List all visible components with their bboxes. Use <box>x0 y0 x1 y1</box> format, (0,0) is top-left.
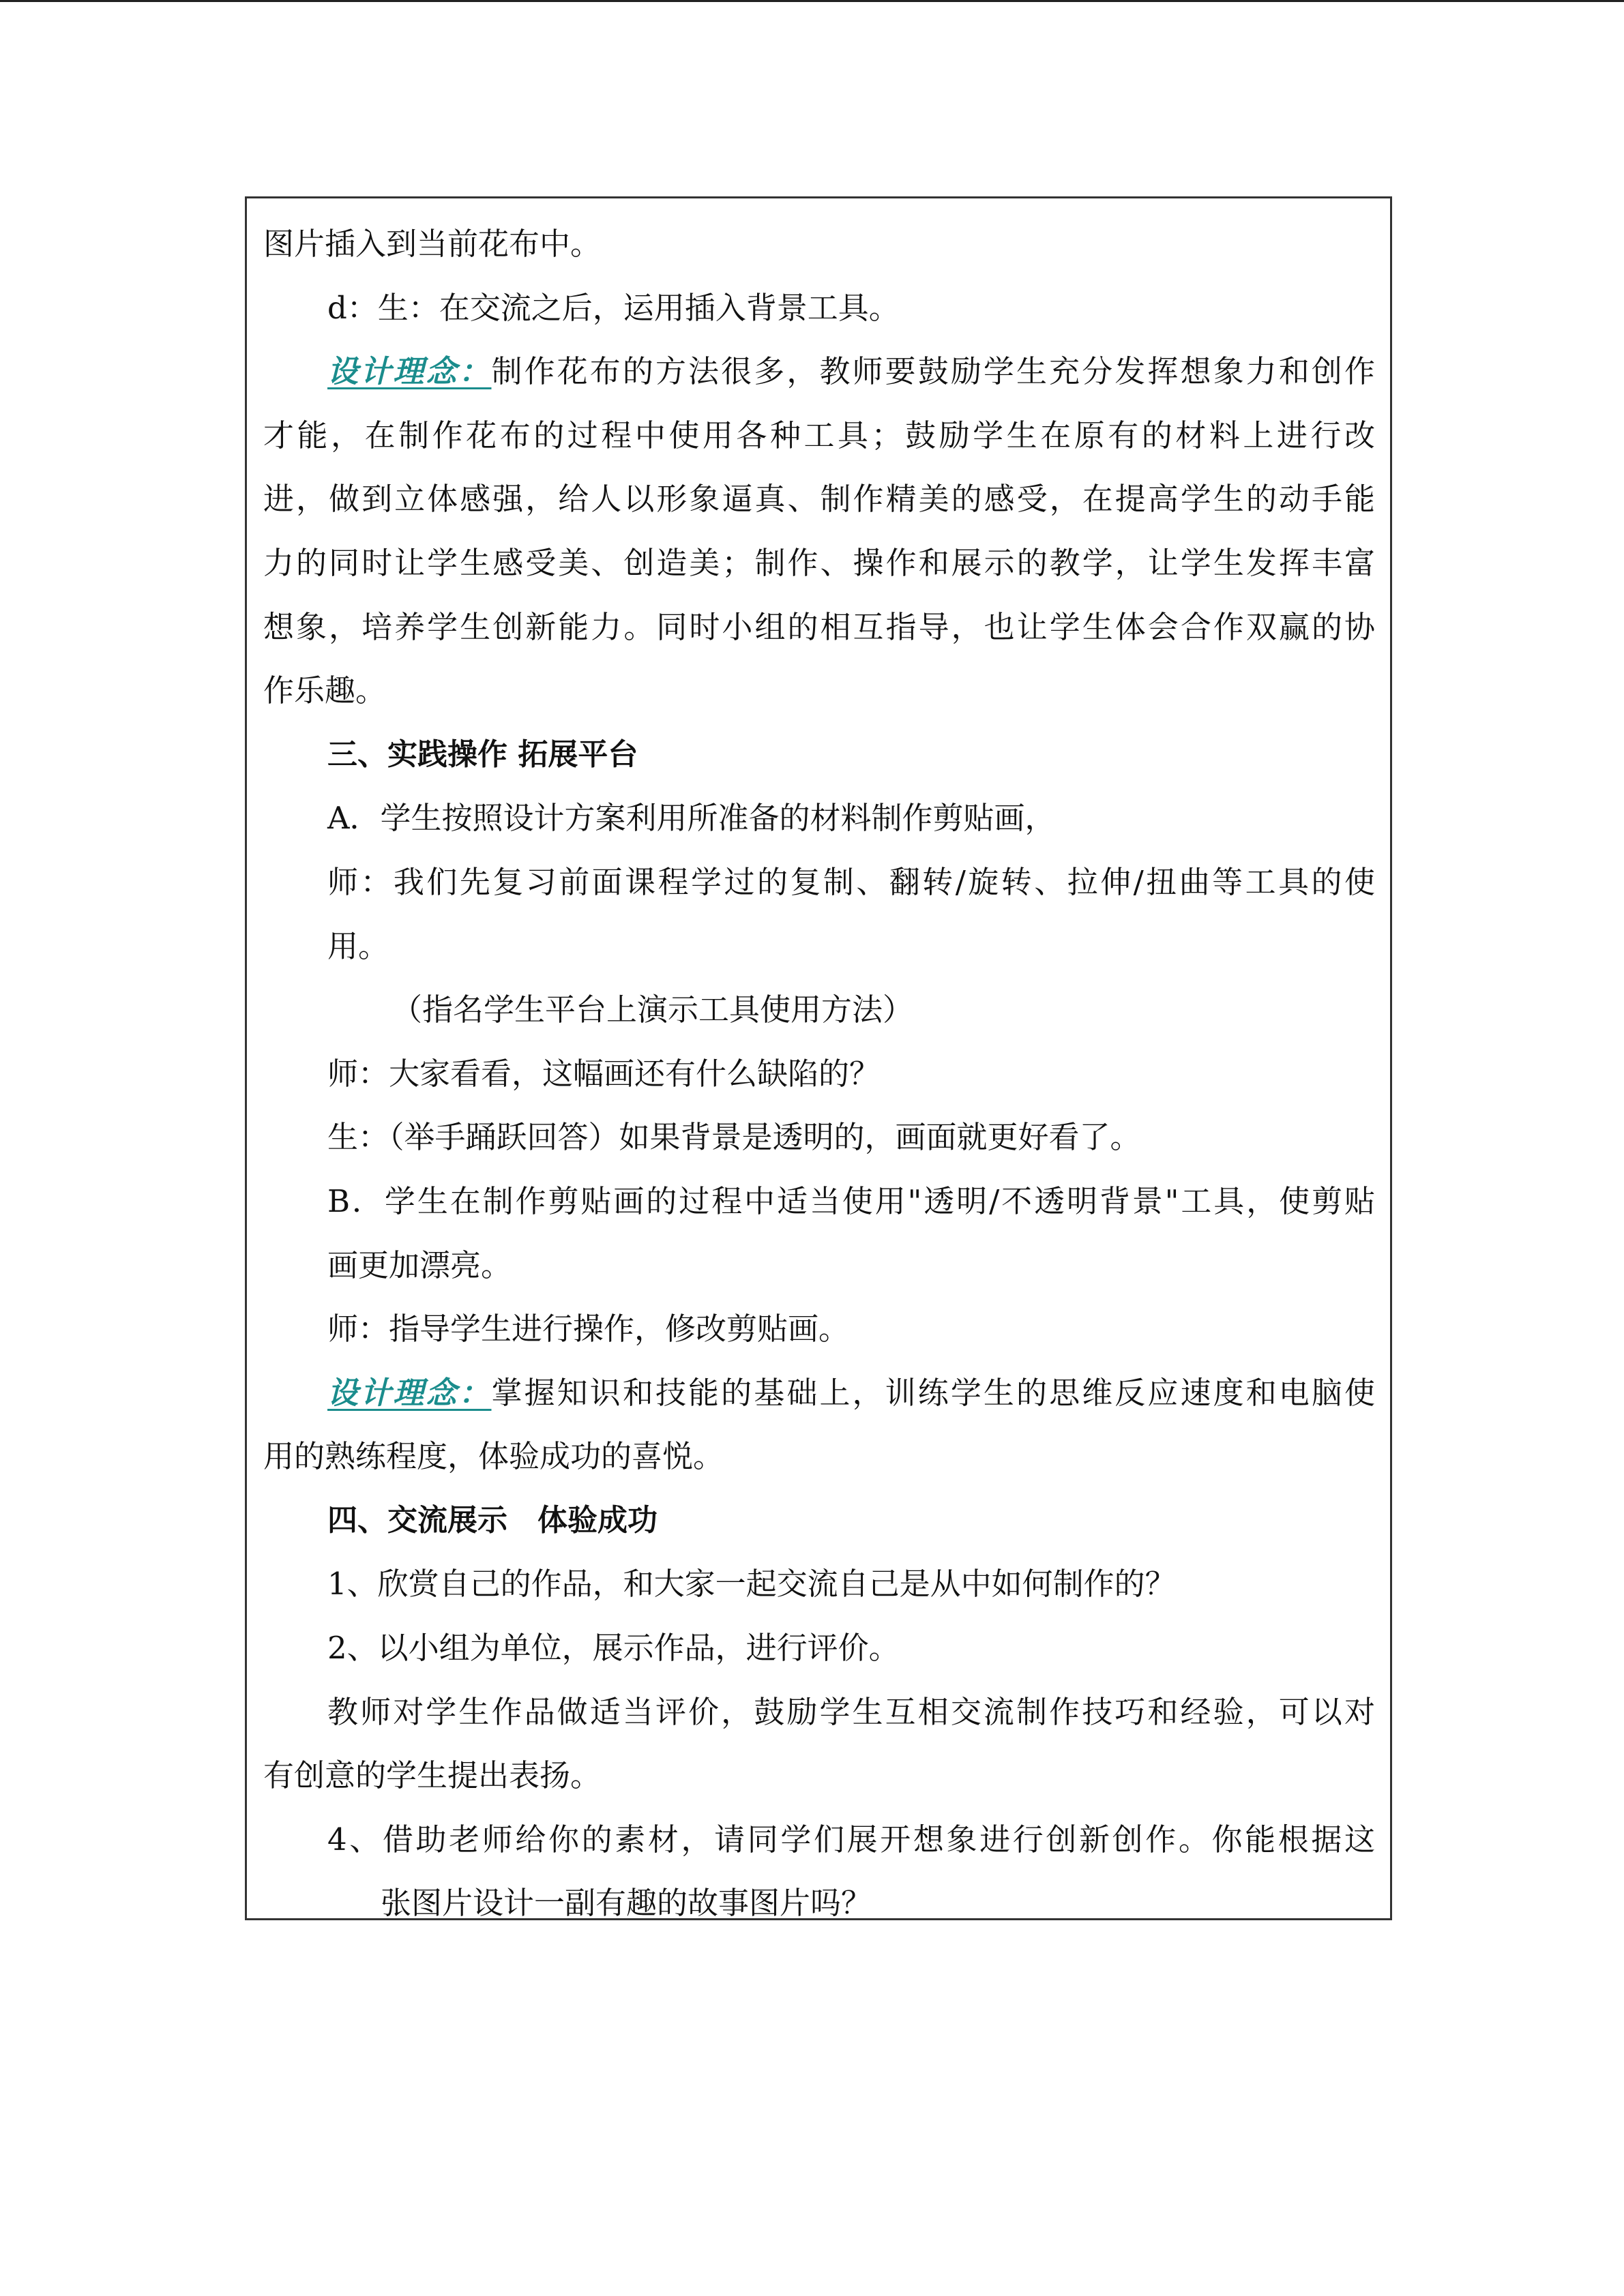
text-line: 力的同时让学生感受美、创造美；制作、操作和展示的教学，让学生发挥丰富 <box>263 544 1375 581</box>
lesson-content <box>263 212 1375 1935</box>
text-line: 师：大家看看，这幅画还有什么缺陷的？ <box>327 1055 881 1092</box>
text-line: 1、欣赏自己的作品，和大家一起交流自己是从中如何制作的？ <box>327 1566 1176 1602</box>
text-line: 图片插入到当前花布中。 <box>263 226 602 262</box>
text-line: 师：我们先复习前面课程学过的复制、翻转/旋转、拉伸/扭曲等工具的使 <box>327 863 1375 900</box>
text-line: （指名学生平台上演示工具使用方法） <box>392 992 914 1028</box>
section-heading: 三、实践操作 拓展平台 <box>327 736 638 772</box>
text-line: 才能，在制作花布的过程中使用各种工具；鼓励学生在原有的材料上进行改 <box>263 417 1375 453</box>
design-concept-label: 设计理念： <box>327 1374 492 1411</box>
text-span: 制作花布的方法很多，教师要鼓励学生充分发挥想象力和创作 <box>491 353 1375 390</box>
text-line: 用。 <box>327 927 389 964</box>
text-line: 进，做到立体感强，给人以形象逼真、制作精美的感受，在提高学生的动手能 <box>263 481 1375 518</box>
text-span: 掌握知识和技能的基础上，训练学生的思维反应速度和电脑使 <box>491 1374 1375 1411</box>
design-concept-paragraph <box>263 340 1375 404</box>
table-cell-frame <box>245 196 1392 1920</box>
text-line: 2、以小组为单位，展示作品，进行评价。 <box>327 1630 900 1667</box>
text-line: 画更加漂亮。 <box>327 1247 512 1283</box>
text-line: 有创意的学生提出表扬。 <box>263 1757 602 1794</box>
text-line: 张图片设计一副有趣的故事图片吗？ <box>381 1885 872 1922</box>
text-line: 想象，培养学生创新能力。同时小组的相互指导，也让学生体会合作双赢的协 <box>263 608 1375 645</box>
section-heading: 四、交流展示 体验成功 <box>327 1502 658 1538</box>
text-line: A．学生按照设计方案利用所准备的材料制作剪贴画， <box>327 800 1056 837</box>
text-line: 作乐趣。 <box>263 672 387 709</box>
text-line: 4、借助老师给你的素材，请同学们展开想象进行创新创作。你能根据这 <box>327 1821 1375 1858</box>
page-top-rule <box>0 0 1624 2</box>
design-concept-label: 设计理念： <box>327 353 492 390</box>
design-concept-paragraph <box>263 1361 1375 1425</box>
text-line: 师：指导学生进行操作，修改剪贴画。 <box>327 1311 850 1347</box>
text-line: d：生：在交流之后，运用插入背景工具。 <box>327 289 900 326</box>
text-line: B．学生在制作剪贴画的过程中适当使用"透明/不透明背景"工具，使剪贴 <box>327 1182 1375 1219</box>
text-line: 用的熟练程度，体验成功的喜悦。 <box>263 1438 724 1475</box>
text-line: 教师对学生作品做适当评价，鼓励学生互相交流制作技巧和经验，可以对 <box>327 1693 1375 1730</box>
text-line: 生：（举手踊跃回答）如果背景是透明的，画面就更好看了。 <box>327 1119 1141 1156</box>
